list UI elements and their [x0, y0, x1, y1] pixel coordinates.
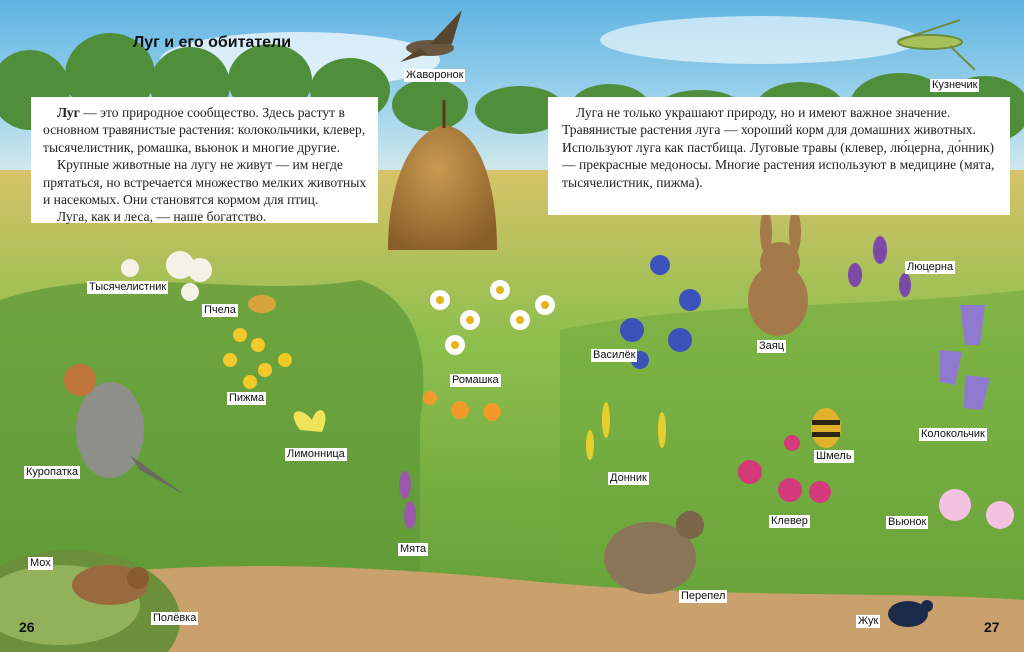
- value-text-box: [548, 97, 1010, 215]
- intro-paragraph-2: Крупные животные на лугу не живут — им негде прятаться, но встречается множество мелких животных и насекомых. Они становятся кормом для птиц.: [43, 157, 367, 208]
- value-paragraph-1: Луга не только украшают природу, но и имеют важное значение. Травянистые растения луга — хороший корм для домашних животных. Используют луга как пастбища. Луговые травы (клевер, лю́церна, до́нник) — прекрасные медоносы. Многие растения используют в медицине (мята, тысячелистник, пижма).: [562, 105, 995, 190]
- label-clover: Клевер: [771, 515, 808, 527]
- label-lark: Жаворонок: [406, 69, 464, 81]
- label-mint: Мята: [400, 543, 427, 555]
- label-quail: Перепел: [681, 590, 726, 602]
- label-moss: Мох: [30, 557, 51, 569]
- label-hare: Заяц: [759, 340, 785, 352]
- label-yarrow: Тысячелистник: [89, 281, 167, 293]
- term-bold: Луг: [57, 105, 80, 120]
- bee-insect: [248, 295, 276, 313]
- label-chamomile: Ромашка: [452, 374, 499, 386]
- page-number-right: 27: [984, 619, 1000, 635]
- label-beetle: Жук: [858, 615, 879, 627]
- label-grasshopper: Кузнечик: [932, 79, 978, 91]
- intro-text-box: [31, 97, 378, 223]
- label-bellflower: Колокольчик: [921, 428, 985, 440]
- label-sweet-clover: Донник: [610, 472, 647, 484]
- label-vole: Полёвка: [153, 612, 197, 624]
- page-heading: Луг и его обитатели: [133, 34, 292, 51]
- intro-paragraph-1-text: — это природное сообщество. Здесь растут в основном травянистые растения: колокольчики, клевер, тысячелистник, ромашка, вьюнок и многие другие.: [43, 105, 366, 155]
- label-tansy: Пижма: [229, 392, 265, 404]
- label-bumblebee: Шмель: [816, 450, 852, 462]
- intro-paragraph-3: Луга, как и леса, — наше богатство.: [57, 209, 267, 225]
- cloud: [600, 16, 920, 64]
- intro-paragraph-1: [43, 104, 368, 156]
- label-partridge: Куропатка: [26, 466, 79, 478]
- label-bindweed: Вьюнок: [888, 516, 927, 528]
- label-cornflower: Василёк: [593, 349, 636, 361]
- label-bee: Пчела: [204, 304, 236, 316]
- bumblebee-insect: [811, 408, 841, 448]
- page-number-left: 26: [19, 619, 35, 635]
- label-alfalfa: Люцерна: [907, 261, 954, 273]
- label-brimstone: Лимонница: [287, 448, 345, 460]
